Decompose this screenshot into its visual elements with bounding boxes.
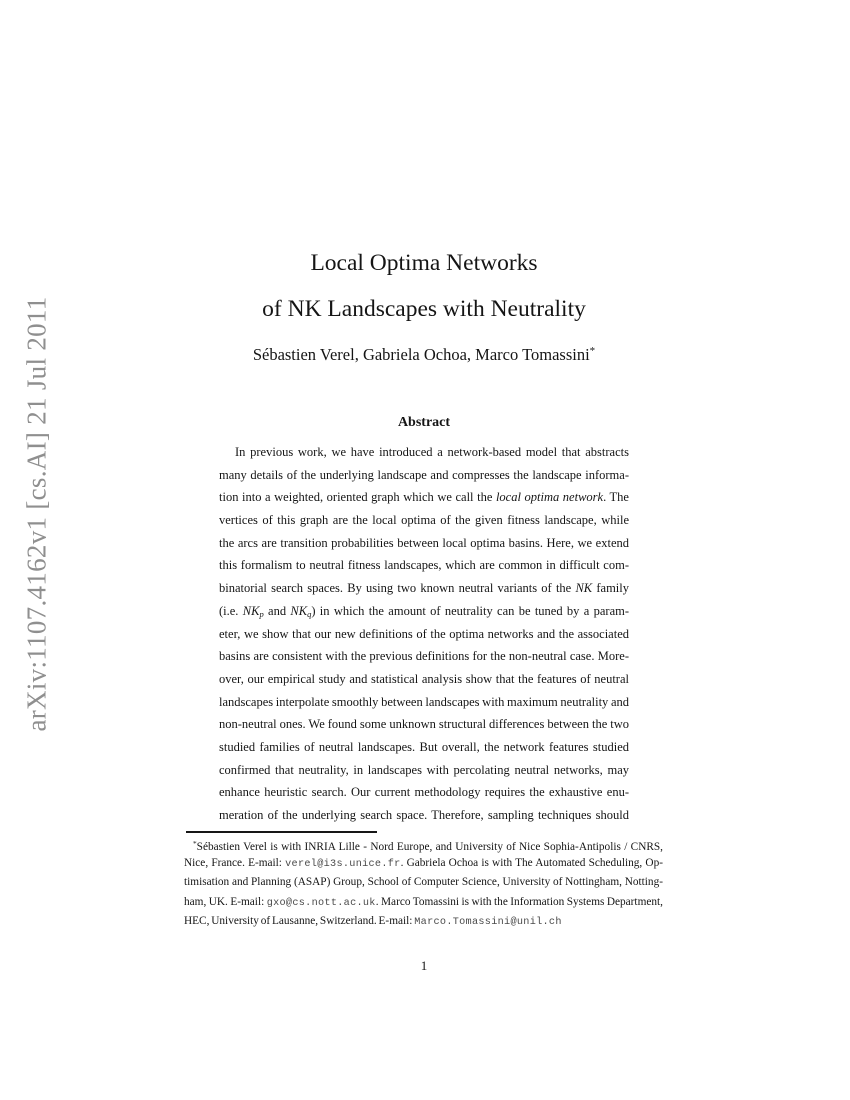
footnote-line (184, 912, 663, 932)
text-segment: non-neutral ones. We found some unknown structural differences between the two (219, 717, 629, 732)
text-segment: NK (242, 603, 260, 618)
authors-line (185, 339, 663, 367)
text-segment: binatorial search spaces. By using two known neutral variants of the (219, 581, 576, 596)
email-address: Marco.Tomassini@unil.ch (414, 917, 562, 929)
text-segment: family (592, 581, 629, 596)
text-segment: studied families of neutral landscapes. But overall, the network features studied (219, 739, 629, 754)
abstract-line (219, 577, 629, 600)
text-segment: (i.e. (219, 603, 243, 618)
page-number: 1 (420, 958, 428, 973)
abstract-line (219, 759, 629, 782)
email-address: verel@i3s.unice.fr (285, 858, 401, 870)
footnote-line (184, 893, 663, 913)
abstract-text (219, 441, 629, 827)
text-segment: * (193, 839, 197, 848)
abstract-line (219, 668, 629, 691)
abstract-heading: Abstract (397, 415, 451, 430)
text-segment: tion into a weighted, oriented graph which we call the (219, 490, 496, 505)
text-segment: . Marco Tomassini is with the Information Systems Department, (375, 895, 663, 908)
abstract-line (219, 804, 629, 827)
text-segment: eter, we show that our new definitions of the optima networks and the associated (219, 626, 629, 641)
text-segment: ) in which the amount of neutrality can be tuned by a param- (311, 603, 629, 618)
text-segment: p (259, 608, 264, 619)
footnote-line (184, 873, 663, 893)
text-segment: local optima network (495, 490, 604, 505)
text-segment: vertices of this graph are the local optima of the given fitness landscape, while (219, 513, 629, 528)
abstract-line (219, 532, 629, 555)
paper-title-line-2: of NK Landscapes with Neutrality (262, 296, 586, 322)
paper-title (185, 240, 663, 332)
text-segment: HEC, University of Lausanne, Switzerland. E-mail: (184, 915, 415, 928)
author-affiliations-footnote (184, 834, 663, 932)
footnote-rule (186, 831, 377, 833)
footnote-line (184, 854, 663, 874)
text-segment: In previous work, we have introduced a network-based model that abstracts (235, 445, 629, 459)
text-segment: Nice, France. E-mail: (184, 856, 286, 869)
author-footnote-marker: * (589, 345, 596, 357)
footnote-line (184, 834, 663, 854)
text-segment: and (263, 603, 291, 618)
text-segment: timisation and Planning (ASAP) Group, School of Computer Science, University of Nottingham, Notting- (184, 876, 663, 889)
abstract-line (219, 441, 629, 464)
text-segment: q (307, 608, 312, 619)
text-segment: meration of the underlying search space. Therefore, sampling techniques should (219, 808, 629, 822)
abstract-line (219, 736, 629, 759)
abstract-line (219, 781, 629, 804)
abstract-line (219, 554, 629, 577)
email-address: gxo@cs.nott.ac.uk (266, 897, 376, 909)
text-segment: . Gabriela Ochoa is with The Automated Scheduling, Op- (400, 856, 663, 869)
abstract-line (219, 623, 629, 646)
text-segment: over, our empirical study and statistical analysis show that the features of neutral (219, 671, 629, 686)
author-names: Sébastien Verel, Gabriela Ochoa, Marco Tomassini (252, 345, 590, 364)
text-segment: this formalism to neutral fitness landscapes, which are common in difficult com- (219, 558, 629, 573)
text-segment: . The (603, 490, 629, 505)
arxiv-identifier-stamp: arXiv:1107.4162v1 [cs.AI] 21 Jul 2011 (21, 296, 51, 732)
text-segment: landscapes interpolate smoothly between landscapes with maximum neutrality and (219, 694, 629, 709)
text-segment: the arcs are transition probabilities between local optima basins. Here, we extend (219, 535, 629, 550)
text-segment: enhance heuristic search. Our current methodology requires the exhaustive enu- (219, 785, 629, 800)
abstract-line (219, 645, 629, 668)
abstract-line (219, 600, 629, 623)
abstract-line (219, 691, 629, 714)
abstract-line (219, 713, 629, 736)
text-segment: Sébastien Verel is with INRIA Lille - Nord Europe, and University of Nice Sophia-Antipolis / CNRS, (196, 841, 663, 853)
text-segment: basins are consistent with the previous definitions for the non-neutral case. More- (219, 649, 629, 664)
text-segment: ham, UK. E-mail: (184, 895, 267, 908)
abstract-line (219, 464, 629, 487)
paper-title-line-1: Local Optima Networks (310, 250, 538, 276)
text-segment: NK (575, 581, 593, 596)
text-segment: NK (290, 603, 308, 618)
text-segment: many details of the underlying landscape and compresses the landscape informa- (219, 467, 629, 482)
abstract-line (219, 486, 629, 509)
text-segment: confirmed that neutrality, in landscapes with percolating neutral networks, may (219, 762, 629, 777)
abstract-line (219, 509, 629, 532)
